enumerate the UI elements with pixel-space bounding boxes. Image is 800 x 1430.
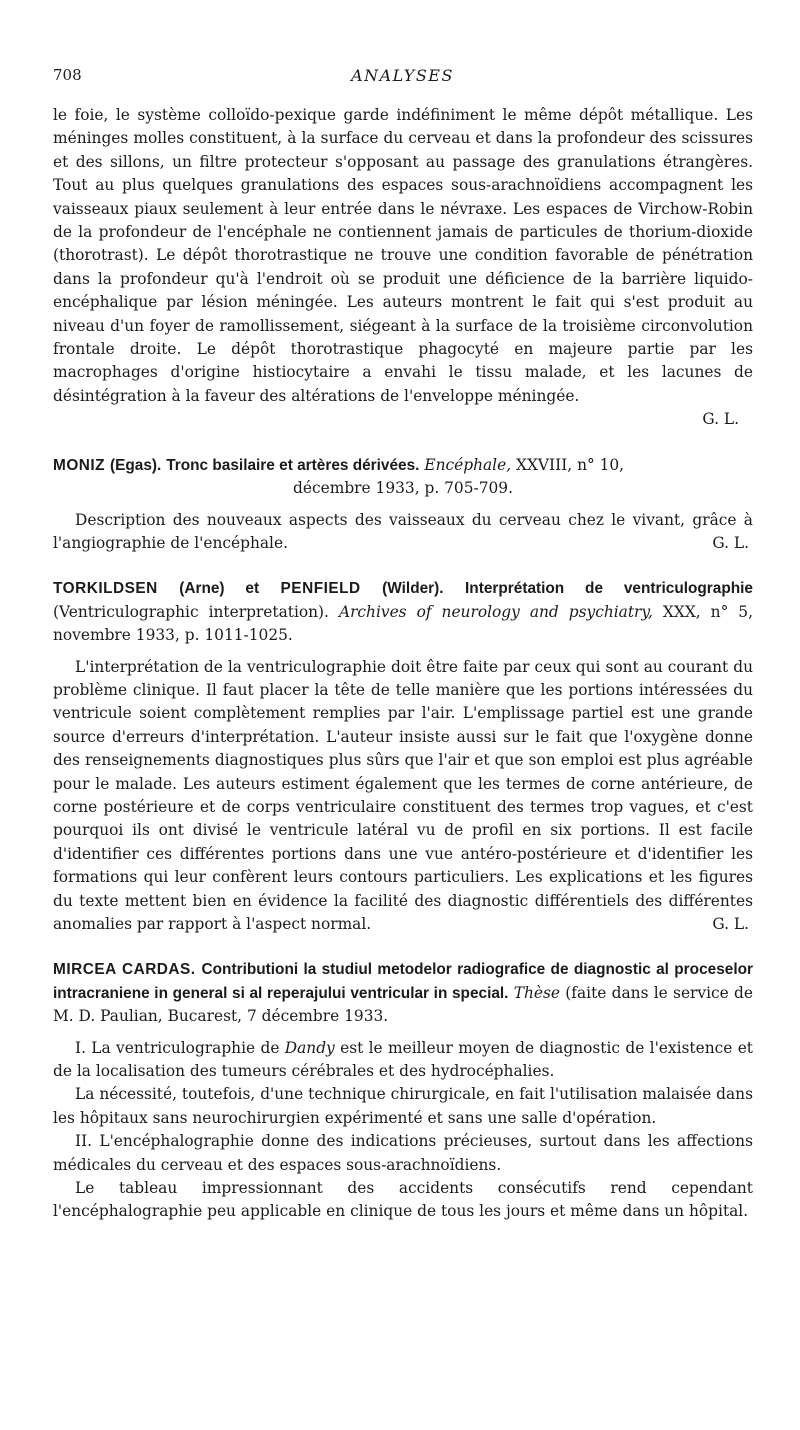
page-content (53, 104, 753, 1224)
entry-citation (53, 958, 753, 1028)
journal-name: Encéphale, (424, 455, 512, 474)
author-name: MONIZ (53, 456, 106, 474)
citation-details: (faite dans le service de M. D. Paulian, Bucarest, 7 décembre 1933. (53, 983, 753, 1026)
entry-body (53, 509, 753, 556)
entry-paragraph (53, 1037, 753, 1084)
page-number: 708 (53, 66, 82, 84)
paragraph-emphasis: Dandy (284, 1038, 335, 1057)
citation-volume: XXVIII, n° 10, (516, 455, 625, 474)
thesis-label: Thèse (513, 983, 561, 1002)
author-name: TORKILDSEN (53, 580, 158, 598)
signature: G. L. (712, 533, 749, 552)
continuation-paragraph: le foie, le système colloïdo-pexique garde indéfiniment le même dépôt métallique. Les méninges molles constituent, à la surface du cerveau et dans la profondeur des scissures et des sillons, un filtre protecteur s'opposant au passage des granulations étrangères. Tout au plus quelques granulations des espaces sous-arachnoïdiens accompagnent les vaisseaux piaux seulement à leur entrée dans le névraxe. Les espaces de Virchow-Robin de la profondeur de l'encéphale ne contiennent jamais de particules de thorium-dioxide (thorotrast). Le dépôt thorotrastique ne trouve une condition favorable de pénétration dans la profondeur qu'à l'endroit où se produit une déficience de la barrière liquido-encéphalique par lésion méningée. Les auteurs montrent le fait qui s'est produit au niveau d'un foyer de ramollissement, siégeant à la surface de la troisième circonvolution frontale droite. Le dépôt thorotrastique phagocyté en majeure partie par les macrophages d'origine histiocytaire a envahi le tissu malade, et les lacunes de désintégration à la faveur des altérations de l'enveloppe méningée. (53, 106, 753, 405)
entry-body-text: Description des nouveaux aspects des vaisseaux du cerveau chez le vivant, grâce à l'angiographie de l'encéphale. (53, 510, 753, 552)
entry-paragraph: II. L'encéphalographie donne des indications précieuses, surtout dans les affections médicales du cerveau et des espaces sous-arachnoïdiens. (53, 1132, 753, 1174)
paragraph-rest: est le meilleur moyen de diagnostic de l'existence et de la localisation des tumeurs cérébrales et des hydrocéphalies. (53, 1038, 753, 1081)
article-title: Tronc basilaire et artères dérivées. (166, 456, 420, 474)
review-entry-cardas (53, 958, 753, 1223)
author-first-name: (Arne) et (179, 580, 260, 598)
review-entry-moniz (53, 454, 753, 556)
entry-citation (53, 577, 753, 647)
citation-date: décembre 1933, p. 705-709. (293, 479, 513, 498)
review-entry-torkildsen (53, 577, 753, 936)
signature: G. L. (712, 915, 749, 933)
entry-body (53, 656, 753, 937)
signature: G. L. (702, 410, 739, 429)
entry-paragraph: La nécessité, toutefois, d'une technique chirurgicale, en fait l'utilisation malaisée dans les hôpitaux sans neurochirurgien expérimenté et sans une salle d'opération. (53, 1085, 753, 1127)
paragraph-lead: I. La ventriculographie de (75, 1038, 280, 1057)
entry-paragraph: Le tableau impressionnant des accidents consécutifs rend cependant l'encéphalographie peu applicable en clinique de tous les jours et même dans un hôpital. (53, 1179, 753, 1221)
article-title: Interprétation de ventriculographie (465, 580, 753, 598)
running-head: ANALYSES (351, 66, 454, 85)
entry-citation (53, 454, 753, 477)
page-header (53, 66, 752, 88)
article-title: Contributioni la studiul metodelor radiografice de diagnostic al proceselor intracraniene in general si al reperajului ventricular in special. (53, 961, 753, 1002)
entry-body-text: L'interprétation de la ventriculographie doit être faite par ceux qui sont au courant du problème clinique. Il faut placer la tête de telle manière que les portions intéressées du ventricule soient complètement remplies par l'air. L'emplissage partiel est une grande source d'erreurs d'interprétation. L'auteur insiste aussi sur le fait que l'oxygène donne des renseignements diagnostiques plus sûrs que l'air et que son emploi est plus agréable pour le malade. Les auteurs estiment également que les termes de corne antérieure, de corne postérieure et de corps ventriculaire constituent des termes trop vagues, et c'est pourquoi ils ont divisé le ventricule latéral vu de profil en six portions. Il est facile d'identifier ces différentes portions dans une vue antéro-postérieure et d'identifier les formations qui leur confèrent leurs contours particuliers. Les explications et les figures du texte mettent bien en évidence la facilité des diagnostic différentiels des différentes anomalies par rapport à l'aspect normal. (53, 657, 753, 933)
citation-details: XXX, n° 5, novembre 1933, p. 1011-1025. (53, 602, 753, 645)
coauthor-name: PENFIELD (280, 580, 361, 598)
journal-name: Archives of neurology and psychiatry, (338, 602, 653, 621)
author-first-name: (Egas). (110, 456, 162, 474)
article-subtitle: (Ventriculographic interpretation). (53, 602, 329, 621)
coauthor-first-name: (Wilder). (382, 580, 444, 598)
author-name: MIRCEA CARDAS. (53, 961, 196, 979)
